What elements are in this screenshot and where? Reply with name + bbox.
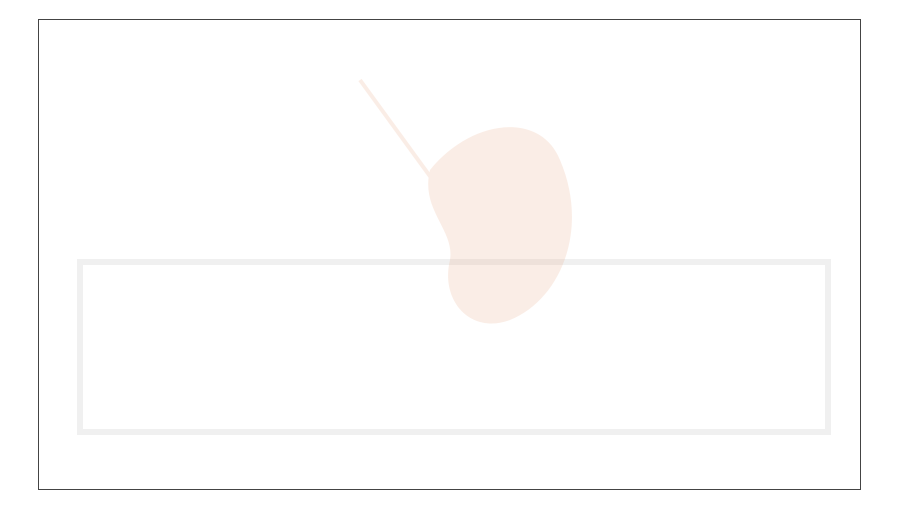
grand-sire-sire <box>203 62 367 68</box>
dam-cell <box>38 252 203 490</box>
grand-sire-dam <box>203 179 367 185</box>
grand-dam-dam <box>203 415 367 421</box>
sire-cell <box>38 19 203 252</box>
grand-dam-sire <box>203 296 367 302</box>
